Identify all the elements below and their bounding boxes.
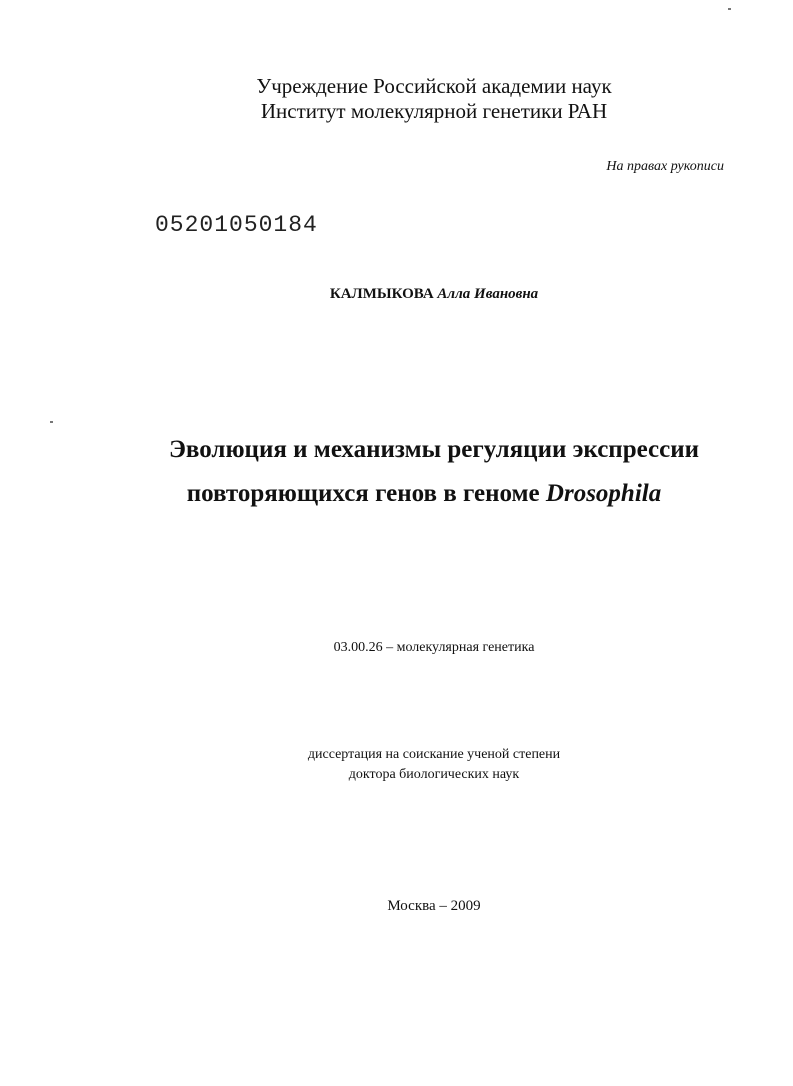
institution-line-1: Учреждение Российской академии наук <box>256 74 612 98</box>
rights-note: На правах рукописи <box>606 159 724 174</box>
scan-speck <box>728 8 731 10</box>
degree-line-1: диссертация на соискание ученой степени <box>307 747 561 762</box>
institution-header <box>0 74 793 124</box>
institution-line-2: Институт молекулярной генетики РАН <box>260 99 608 123</box>
serial-number: 05201050184 <box>155 212 318 238</box>
specialty-code: 03.00.26 – молекулярная генетика <box>333 640 535 655</box>
degree-line-2: доктора биологических наук <box>348 767 520 782</box>
degree-statement <box>0 745 793 785</box>
dissertation-title <box>0 428 793 516</box>
author-name <box>0 286 793 303</box>
title-line-2-text: повторяющихся генов в геноме <box>186 480 540 507</box>
author-surname: КАЛМЫКОВА <box>329 286 434 302</box>
author-given-names: Алла Ивановна <box>437 286 539 302</box>
title-genus-italic: Drosophila <box>545 480 662 507</box>
city-year: Москва – 2009 <box>387 898 481 914</box>
scan-speck <box>50 421 53 423</box>
title-line-1: Эволюция и механизмы регуляции экспрессии <box>168 436 700 463</box>
title-line-2 <box>0 472 793 516</box>
